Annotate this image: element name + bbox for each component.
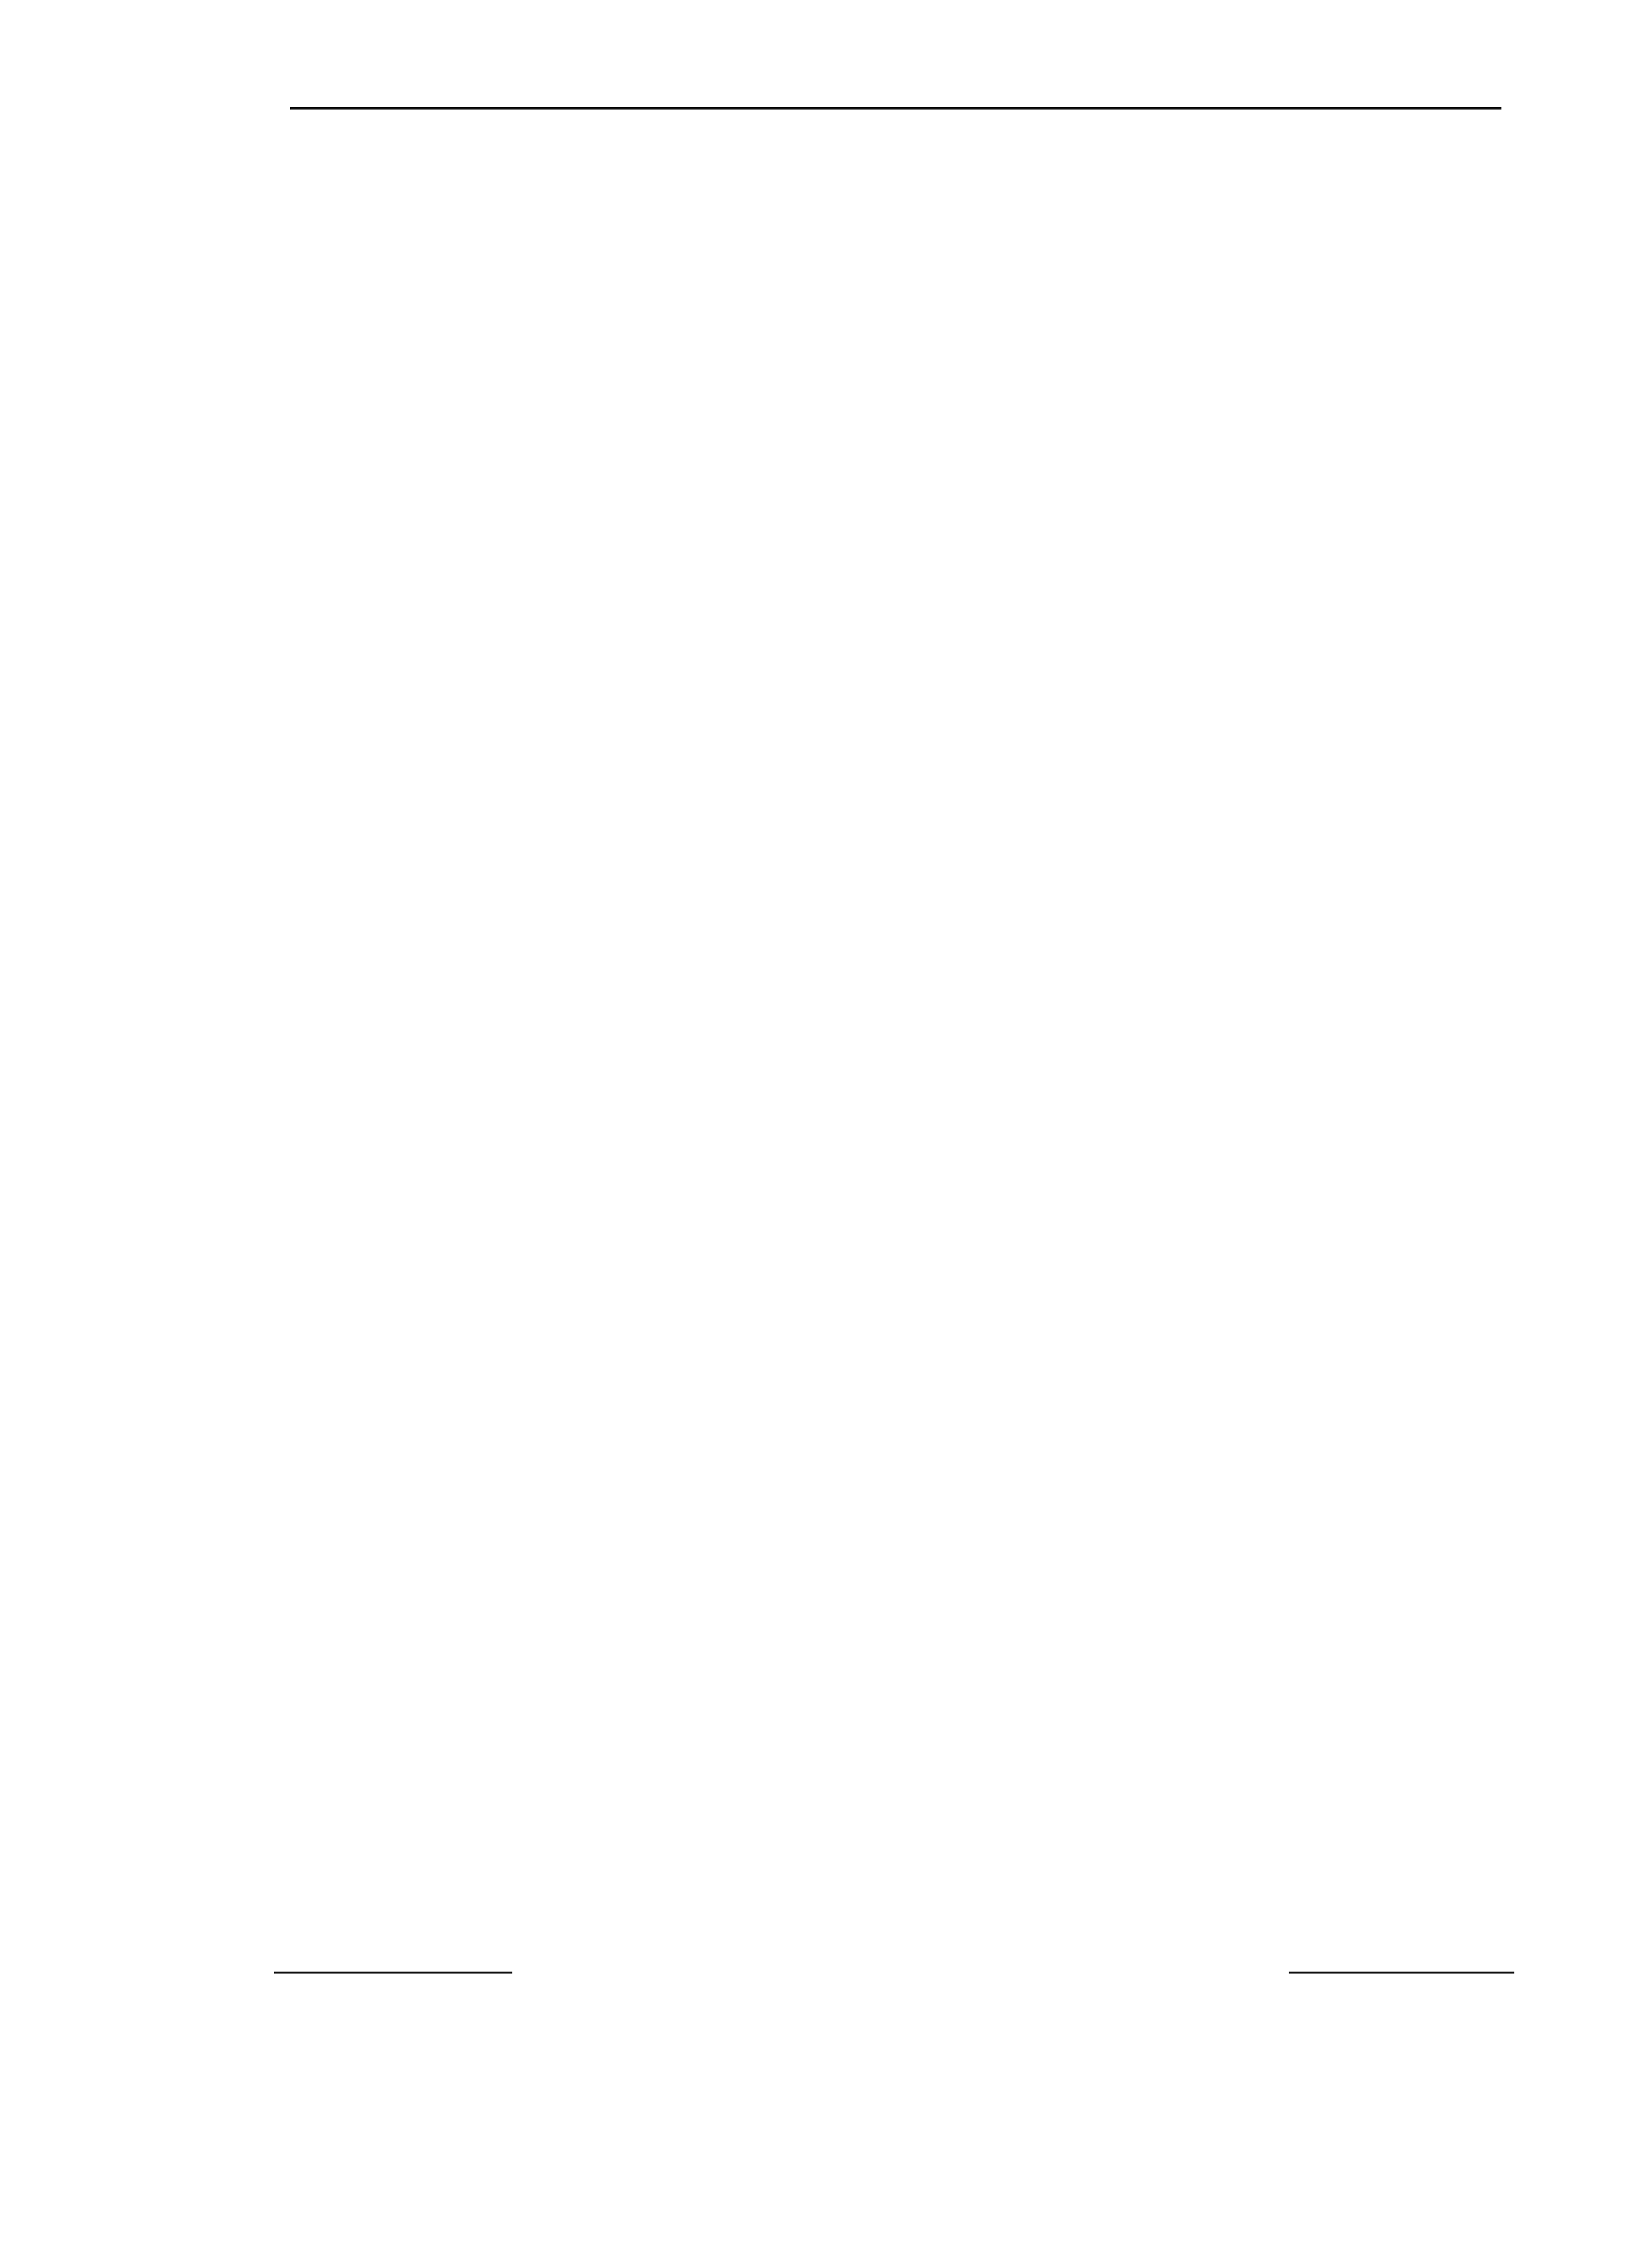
- footer-rule-left: [274, 1972, 512, 1974]
- footer-rule-right: [1289, 1972, 1514, 1974]
